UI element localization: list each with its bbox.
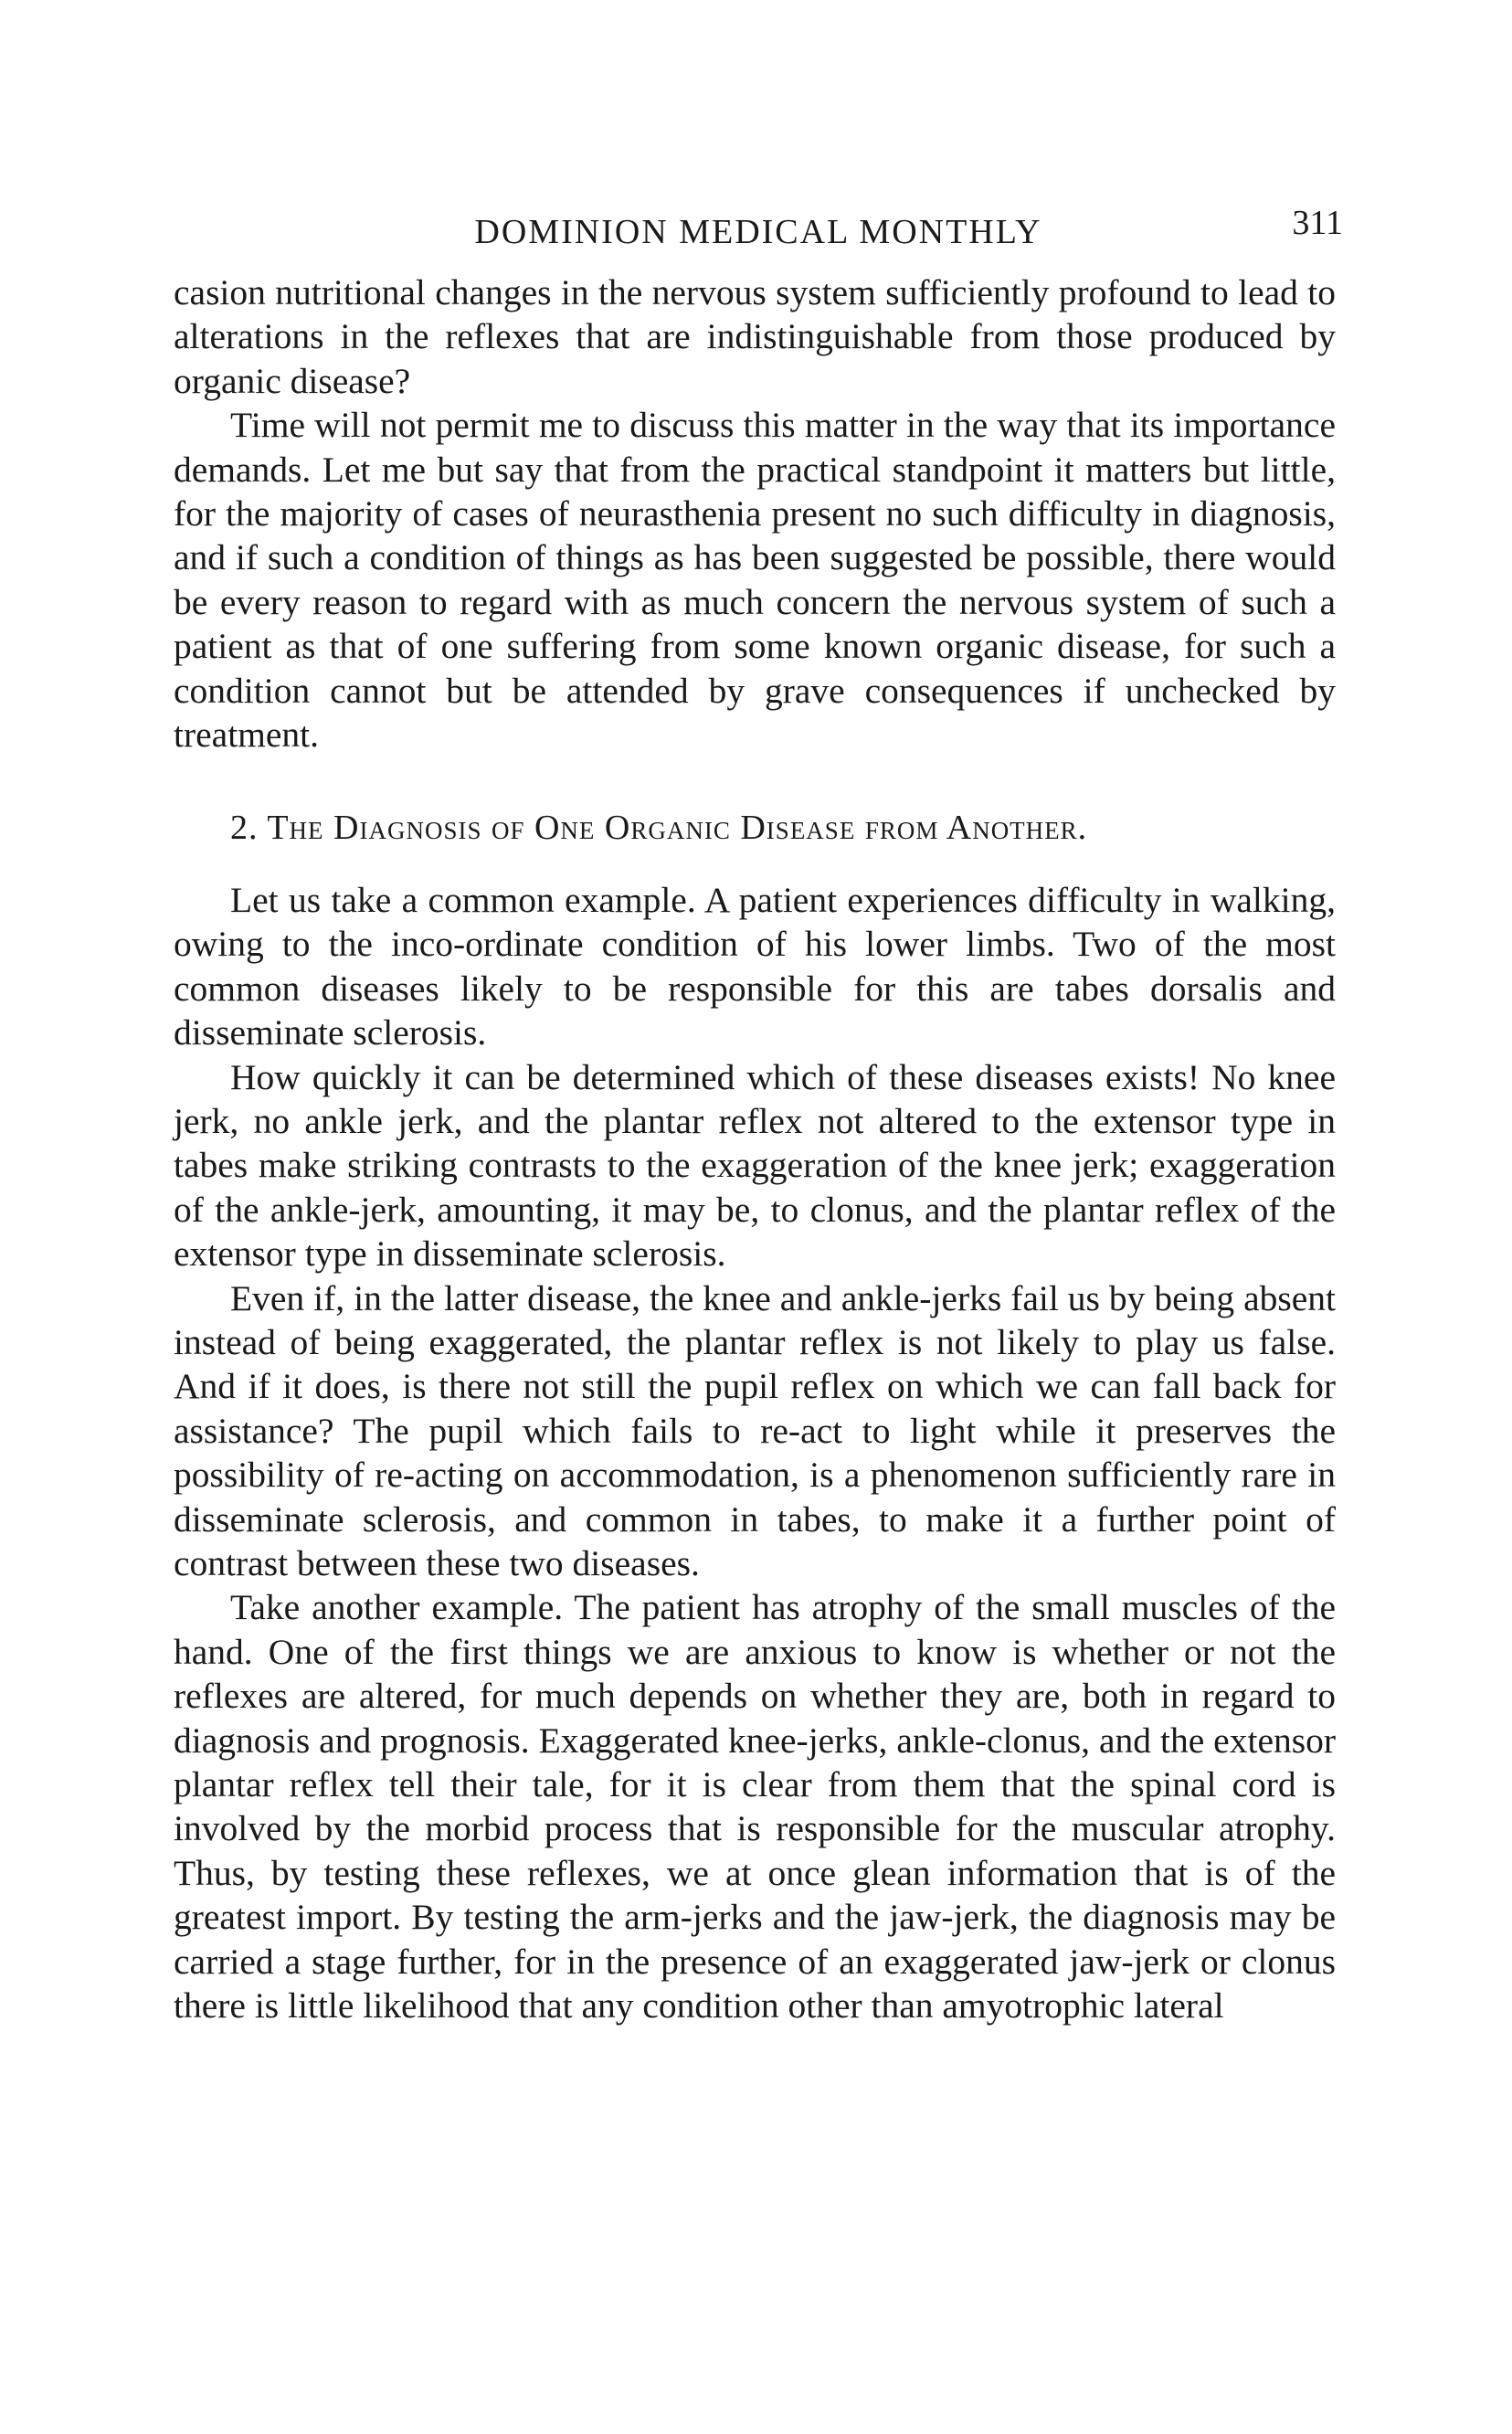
paragraph-how-quickly: How quickly it can be determined which of these diseases exists! No knee jerk, no ankle jerk, and the plantar reflex not altered to the extensor type in tabes make striking contrasts to the exaggeration of the knee jerk; exaggeration of the ankle-jerk, amounting, it may be, to clonus, and the plantar reflex of the extensor type in disseminate sclerosis. (174, 1056, 1336, 1275)
paragraph-another-example: Take another example. The patient has atrophy of the small muscles of the hand. One of the first things we are anxious to know is whether or not the reflexes are altered, for much depends on whether they are, both in regard to diagnosis and prognosis. Exaggerated knee-jerks, ankle-clonus, and the extensor plantar reflex tell their tale, for it is clear from them that the spinal cord is involved by the morbid process that is responsible for the muscular atrophy. Thus, by testing these reflexes, we at once glean information that is of the greatest import. By testing the arm-jerks and the jaw-jerk, the diagnosis may be carried a stage further, for in the presence of an exaggerated jaw-jerk or clonus there is little likelihood that any condition other than amyotrophic lateral (174, 1587, 1336, 2027)
paragraph-even-if: Even if, in the latter disease, the knee and ankle-jerks fail us by being absent instead of being exaggerated, the plantar reflex is not likely to play us false. And if it does, is there not still the pupil reflex on which we can fall back for assistance? The pupil which fails to re-act to light while it preserves the possibility of re-acting on accommodation, is a phenomenon sufficiently rare in disseminate sclerosis, and common in tabes, to make it a further point of contrast between these two diseases. (174, 1277, 1336, 1583)
section-heading: 2. The Diagnosis of One Organic Disease from Another. (230, 809, 1088, 848)
paragraph-time-will-not-permit: Time will not permit me to discuss this matter in the way that its importance demands. Let me but say that from the practical standpoint it matters but little, for the majority of cases of neurasthenia present no such difficulty in diagnosis, and if such a condition of things as has been suggested be possible, there would be every reason to regard with as much concern the nervous system of such a patient as that of one suffering from some known organic disease, for such a condition cannot but be attended by grave consequences if unchecked by treatment. (174, 405, 1336, 756)
body-text (174, 270, 1336, 2027)
paragraph-common-example: Let us take a common example. A patient experiences difficulty in walking, owing to the inco-ordinate condition of his lower limbs. Two of the most common diseases likely to be responsible for this are tabes dorsalis and disseminate sclerosis. (174, 879, 1336, 1053)
paragraph-continuation: casion nutritional changes in the nervous system sufficiently profound to lead to alterations in the reflexes that are indistinguishable from those produced by organic disease? (174, 272, 1336, 401)
page-number: 311 (1292, 204, 1343, 242)
running-title: DOMINION MEDICAL MONTHLY (474, 213, 1042, 251)
page-header (174, 203, 1343, 258)
